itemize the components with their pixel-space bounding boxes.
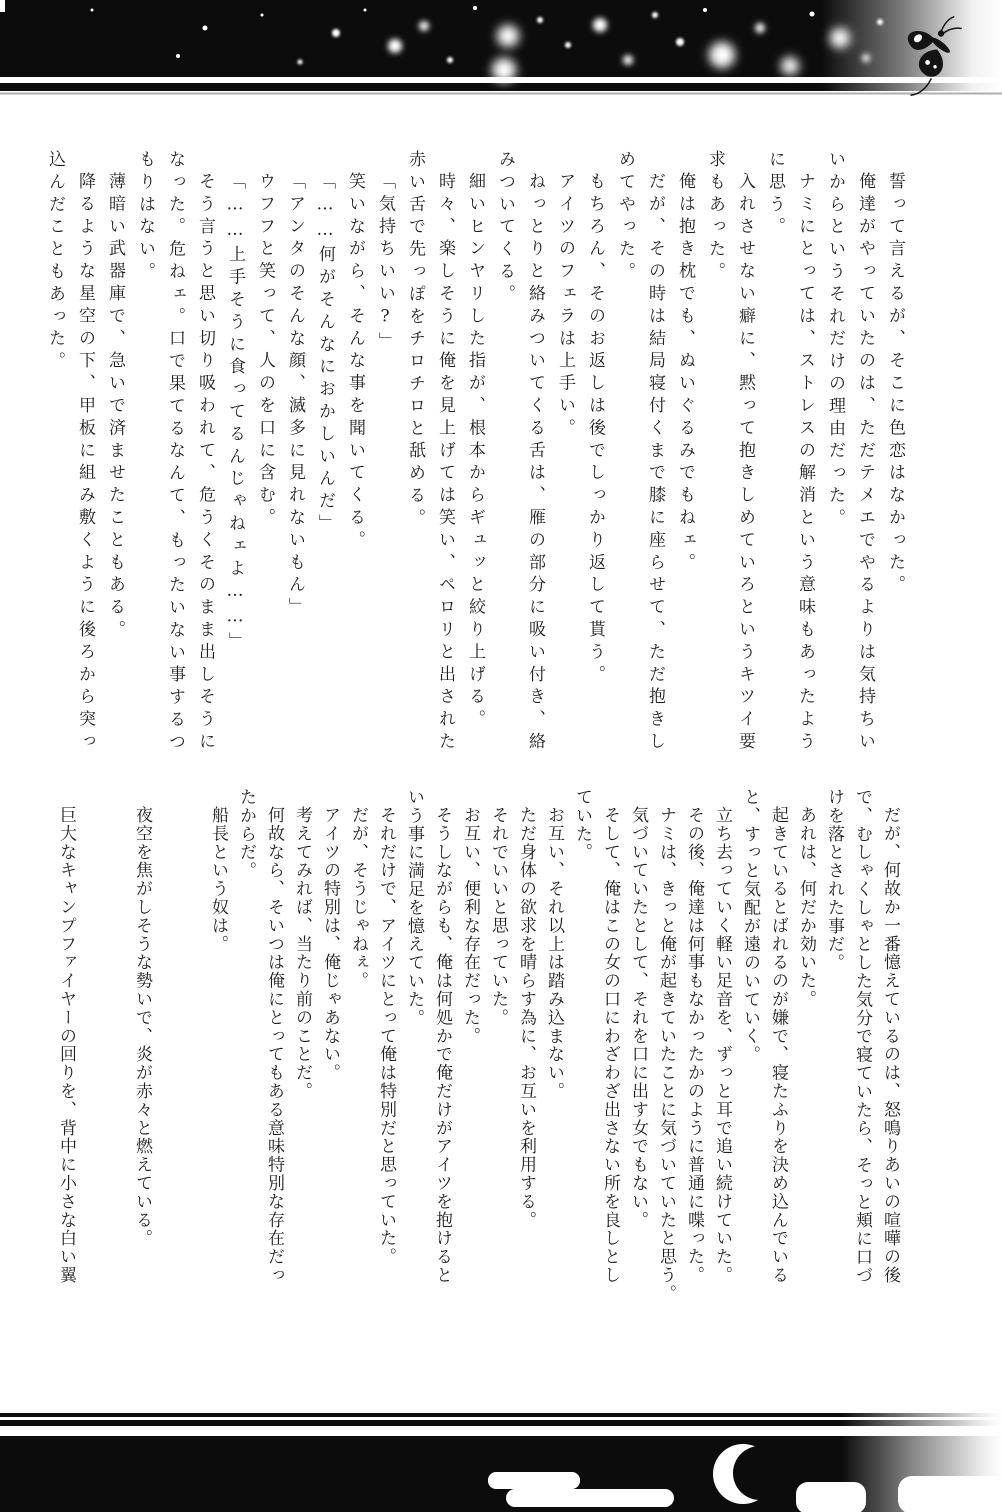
- text-column: 俺達がやっていたのは、ただテメエでやるよりは気持ちい: [855, 172, 875, 755]
- text-column: 入れさせない癖に、黙って抱きしめていろというキツイ要: [735, 172, 755, 755]
- text-column: そうしながらも、俺は何処かで俺だけがアイツを抱けると: [432, 806, 452, 1285]
- text-column: 求もあった。: [705, 150, 725, 285]
- text-column: 「アンタのそんな顔、滅多に見れないもん」: [285, 172, 305, 620]
- text-block-lower: [52, 788, 904, 1332]
- text-column: 薄暗い武器庫で、急いで済ませたこともある。: [105, 172, 125, 643]
- text-column: 船長という奴は。: [208, 806, 228, 954]
- text-column: 考えてみれば、当たり前のことだ。: [292, 806, 312, 1101]
- text-column: あれは、何だか効いた。: [796, 806, 816, 1009]
- text-column: アイツのフェラは上手い。: [555, 172, 575, 441]
- text-column: 俺は抱き枕でも、ぬいぐるみでもねェ。: [675, 172, 695, 576]
- text-column: もちろん、そのお返しは後でしっかり返して貰う。: [585, 172, 605, 688]
- text-column: 何故なら、そいつは俺にとってもある意味特別な存在だっ: [264, 806, 284, 1285]
- text-column: 細いヒンヤリした指が、根本からギュッと絞り上げる。: [465, 172, 485, 732]
- text-column: 赤い舌で先っぽをチロチロと舐める。: [405, 150, 425, 531]
- text-column: 笑いながら、そんな事を聞いてくる。: [345, 172, 365, 553]
- text-column: なった。危ねェ。口で果てるなんて、もったいない事するつ: [165, 150, 185, 755]
- text-column: いう事に満足を憶えていた。: [404, 788, 424, 1028]
- header-rule-thick: [0, 83, 1002, 91]
- text-column: 夜空を焦がしそうな勢いで、炎が赤々と燃えている。: [132, 806, 152, 1248]
- text-column: 起きているとばれるのが嫌で、寝たふりを決め込んでいる: [768, 806, 788, 1285]
- text-column: に思う。: [765, 150, 785, 240]
- text-column: ねっとりと絡みついてくる舌は、雁の部分に吸い付き、絡: [525, 172, 545, 755]
- text-column: ただ身体の欲求を晴らす為に、お互いを利用する。: [516, 806, 536, 1230]
- footer-rule-thick: [0, 1420, 1002, 1426]
- text-column: お互い、便利な存在だった。: [460, 806, 480, 1046]
- text-column: 込んだこともあった。: [45, 150, 65, 374]
- text-block-upper: [40, 150, 910, 770]
- text-column: 巨大なキャンプファイヤーの回りを、背中に小さな白い翼: [56, 806, 76, 1285]
- text-column: ていた。: [572, 788, 592, 862]
- text-column: もりはない。: [135, 150, 155, 285]
- text-column: みついてくる。: [495, 150, 515, 307]
- text-column: お互い、それ以上は踏み込まない。: [544, 806, 564, 1101]
- text-column: 「気持ちいい?」: [375, 172, 395, 355]
- text-column: そして、俺はこの女の口にわざわざ出さない所を良しとし: [600, 806, 620, 1285]
- text-column: けを落とされた事だ。: [824, 788, 844, 972]
- text-column: だが、そうじゃねぇ。: [348, 806, 368, 990]
- text-column: 気づいていたとして、それを口に出す女でもない。: [628, 806, 648, 1230]
- text-column: で、むしゃくしゃとした気分で寝ていたら、そっと頬に口づ: [852, 788, 872, 1285]
- text-column: だが、その時は結局寝付くまで膝に座らせて、ただ抱きし: [645, 172, 665, 755]
- text-column: それだけで、アイツにとって俺は特別だと思っていた。: [376, 806, 396, 1266]
- text-column: だが、何故か一番憶えているのは、怒鳴りあいの喧嘩の後: [880, 806, 900, 1285]
- text-column: ウフフと笑って、人のを口に含む。: [255, 172, 275, 531]
- footer-band: [0, 1412, 1002, 1512]
- text-column: 「……上手そうに食ってるんじゃねェよ……」: [225, 172, 245, 655]
- text-column: その後、俺達は何事もなかったかのように普通に喋った。: [684, 806, 704, 1285]
- text-column: それでいいと思っていた。: [488, 806, 508, 1027]
- text-column: 立ち去っていく軽い足音を、ずっと耳で追い続けていた。: [712, 806, 732, 1285]
- text-column: そう言うと思い切り吸われて、危うくそのまま出しそうに: [195, 172, 215, 755]
- footer-rule-thin: [0, 1413, 1002, 1417]
- text-column: めてやった。: [615, 150, 635, 285]
- text-column: と、すっと気配が遠のいていく。: [740, 788, 760, 1064]
- text-column: 時々、楽しそうに俺を見上げては笑い、ペロリと出された: [435, 172, 455, 755]
- text-column: ナミは、きっと俺が起きていたことに気づいていたと思う。: [656, 806, 676, 1303]
- text-column: いからというそれだけの理由だった。: [825, 150, 845, 531]
- text-column: たからだ。: [236, 788, 256, 880]
- text-column: 降るような星空の下、甲板に組み敷くように後ろから突っ: [75, 172, 95, 755]
- header-rule-thin: [0, 93, 1002, 95]
- text-column: 「……何がそんなにおかしいんだ」: [315, 172, 335, 537]
- text-column: アイツの特別は、俺じゃあない。: [320, 806, 340, 1082]
- text-column: 誓って言えるが、そこに色恋はなかった。: [885, 172, 905, 598]
- header-band: [0, 0, 1002, 96]
- corner-notch: [0, 0, 5, 12]
- text-column: ナミにとっては、ストレスの解消という意味もあったよう: [795, 172, 815, 755]
